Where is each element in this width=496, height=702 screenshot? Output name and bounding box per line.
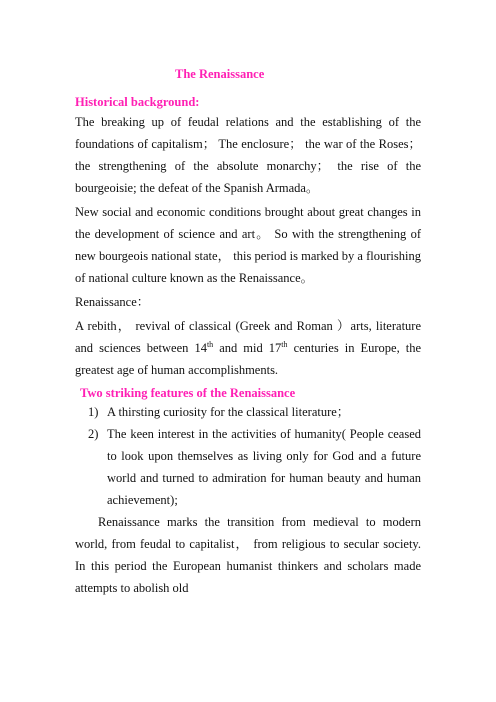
definition-sup-1: th	[206, 339, 214, 349]
list-item	[75, 423, 421, 511]
document-title: The Renaissance	[175, 67, 265, 81]
definition-sup-2: th	[281, 339, 288, 349]
definition-text-3: centuries in Europe, the greatest age of human accomplishments.	[75, 341, 422, 377]
paragraph-definition	[75, 315, 421, 381]
heading-historical-background: Historical background:	[75, 95, 200, 109]
paragraph-social-conditions: New social and economic conditions brought about great changes in the development of science and art。 So with the strengthening of new bourgeois national state， this period is marked by a flourishing of national culture known as the Renaissance。	[75, 205, 421, 285]
renaissance-label: Renaissance：	[75, 295, 150, 309]
definition-text-2: and mid 17	[213, 341, 282, 355]
paragraph-transition: Renaissance marks the transition from medieval to modern world, from feudal to capitalist， from religious to secular society. In this period the European humanist thinkers and scholars made attempts to abolish old	[75, 515, 421, 595]
list-item-text: The keen interest in the activities of humanity( People ceased to look upon themselves as living only for God and a future world and turned to admiration for human beauty and human achievement);	[107, 427, 421, 507]
paragraph-historical-background: The breaking up of feudal relations and the establishing of the foundations of capitalism； The enclosure； the war of the Roses； the strengthening of the absolute monarchy； the rise of the bourgeoisie; the defeat of the Spanish Armada。	[75, 115, 421, 195]
document-page	[75, 66, 421, 599]
list-item-number: 2)	[88, 427, 99, 441]
list-item-number: 1)	[88, 405, 99, 419]
definition-text-1: A rebith， revival of classical (Greek and Roman ）arts, literature and sciences between 14	[75, 319, 421, 355]
heading-striking-features: Two striking features of the Renaissance	[80, 386, 296, 400]
list-item-text: A thirsting curiosity for the classical literature；	[107, 405, 350, 419]
list-item	[75, 401, 421, 423]
features-list	[75, 401, 421, 511]
